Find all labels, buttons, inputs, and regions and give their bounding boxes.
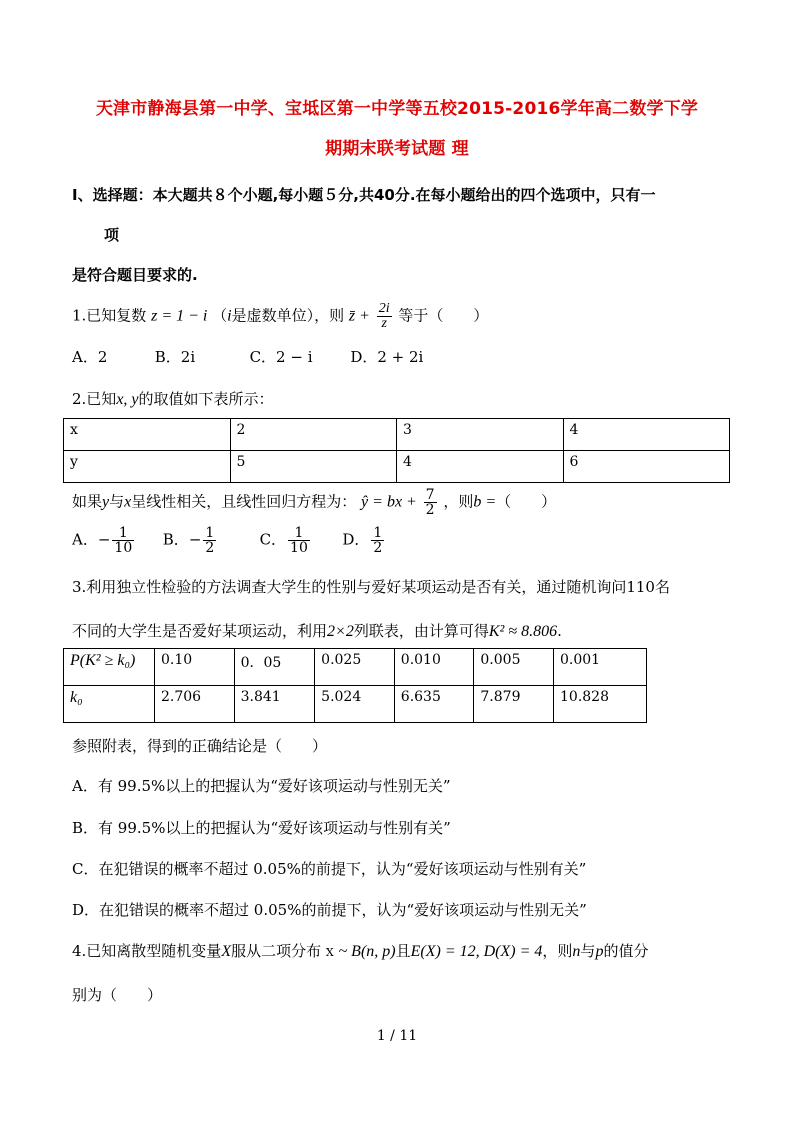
q3-formula: 2×2 — [327, 623, 354, 640]
q2-cond-y: y — [102, 493, 110, 511]
q1-expr-left: z̄ + — [348, 307, 370, 325]
question-2 — [72, 388, 274, 409]
q4-line-1 — [72, 940, 648, 961]
q2-value-table — [63, 418, 730, 483]
q3-line2-c: . — [557, 622, 562, 640]
q1-options — [72, 346, 423, 367]
q4-var-x: X — [221, 943, 232, 960]
table-cell: x — [64, 419, 231, 451]
q1-option-d: D．2 + 2i — [350, 348, 424, 366]
table-cell: 0.10 — [155, 649, 235, 686]
q2-prefix: 2.已知 — [72, 390, 117, 408]
table-cell: 10.828 — [554, 686, 647, 723]
q1-frac-den: z — [381, 316, 387, 331]
table-cell: 4 — [397, 451, 564, 483]
q3-option-c: C．在犯错误的概率不超过 0.05%的前提下，认为“爱好该项运动与性别有关” — [72, 860, 587, 878]
q1-frac-num: 2i — [378, 301, 390, 316]
q2-suffix: 的取值如下表所示： — [138, 390, 274, 408]
table-cell: 6 — [563, 451, 730, 483]
table-header-cell: P(K² ≥ k₀) — [64, 649, 155, 686]
q2-eq-fraction — [424, 488, 437, 517]
q2-cond-e: （ ） — [496, 492, 557, 511]
q2-option-d: D． $\frac{1}{2}$ — [342, 525, 383, 556]
q3-k-value: K² ≈ 8.806 — [488, 623, 558, 640]
table-cell: 3 — [397, 419, 564, 451]
q4-text-c: 且 — [395, 942, 411, 960]
q4-var-p: p — [595, 943, 604, 960]
table-cell: 7.879 — [474, 686, 554, 723]
table-cell: 6.635 — [394, 686, 474, 723]
table-cell: 0.010 — [394, 649, 474, 686]
q3-line-2 — [72, 620, 562, 641]
q4-small-x: X — [325, 946, 334, 959]
q3-line-1: 3.利用独立性检验的方法调查大学生的性别与爱好某项运动是否有关，通过随机询问110名 — [72, 578, 670, 596]
q1-formula: z = 1 − i — [151, 307, 208, 325]
q4-condition: E(X) = 12, D(X) = 4 — [410, 943, 543, 960]
table-cell: 2 — [230, 419, 397, 451]
q1-middle2: 是虚数单位），则 — [231, 306, 345, 325]
table-cell: 0．05 — [234, 649, 315, 686]
document-title-line-1: 天津市静海县第一中学、宝坻区第一中学等五校2015-2016学年高二数学下学 — [95, 99, 699, 119]
section-heading-end: 是符合题目要求的. — [72, 266, 198, 284]
q4-text-a: 4.已知离散型随机变量 — [72, 942, 222, 960]
q3-prompt: 参照附表，得到的正确结论是（ ） — [72, 737, 328, 755]
q4-text-e: 与 — [580, 942, 596, 960]
table-header-cell: k₀ — [64, 686, 155, 723]
q3-option-b: B．有 99.5%以上的把握认为“爱好该项运动与性别有关” — [72, 819, 451, 837]
q3-critical-value-table — [63, 648, 647, 723]
q2-option-b: B．− $\frac{1}{2}$ — [162, 525, 215, 556]
section-heading: Ⅰ、选择题：本大题共８个小题,每小题５分,共40分.在每小题给出的四个选项中，只有一 — [72, 186, 656, 204]
question-1 — [72, 302, 488, 331]
table-cell: y — [64, 451, 231, 483]
q2-eq-left: ŷ = bx + — [361, 493, 417, 511]
q2-cond-a: 如果 — [72, 492, 103, 511]
q2-cond-b: 与 — [109, 492, 125, 511]
table-row — [64, 686, 647, 723]
table-cell: 5.024 — [315, 686, 395, 723]
q2-cond-x: x — [124, 493, 132, 511]
q1-prefix: 1.已知复数 — [72, 306, 147, 325]
page-number: 1 / 11 — [376, 1028, 418, 1044]
q2-cond-d: ，则 — [443, 492, 474, 511]
document-title-line-2: 期期末联考试题 理 — [325, 139, 469, 159]
q1-option-b: B．2i — [154, 348, 196, 366]
q4-text-f: 的值分 — [603, 942, 649, 960]
q3-line2-b: 列联表，由计算可得 — [353, 622, 489, 640]
q4-text-d: ，则 — [542, 942, 573, 960]
table-row — [64, 649, 647, 686]
table-cell: 0.005 — [474, 649, 554, 686]
q2-cond-c: 呈线性相关，且线性回归方程为： — [131, 492, 357, 511]
q1-middle: （ — [212, 306, 228, 325]
table-cell: 4 — [563, 419, 730, 451]
q3-option-d: D．在犯错误的概率不超过 0.05%的前提下，认为“爱好该项运动与性别无关” — [72, 901, 587, 919]
section-heading-continued: 项 — [104, 226, 120, 244]
table-row — [64, 419, 730, 451]
q2-eq-num: 7 — [425, 487, 435, 503]
q1-option-c: C．2 − i — [249, 348, 313, 366]
q4-line-2: 别为（ ） — [72, 986, 163, 1004]
q1-i-var: i — [227, 307, 232, 325]
q3-option-a: A．有 99.5%以上的把握认为“爱好该项运动与性别无关” — [72, 777, 451, 795]
q2-condition — [72, 488, 556, 517]
q1-fraction — [377, 302, 392, 331]
q2-vars: x, y — [116, 391, 139, 408]
q2-options — [72, 526, 386, 555]
q3-line2-a: 不同的大学生是否爱好某项运动，利用 — [72, 622, 328, 640]
q4-text-b: 服从二项分布 — [231, 942, 322, 960]
table-cell: 2.706 — [155, 686, 235, 723]
q2-option-c: C． $\frac{1}{10}$ — [259, 525, 308, 556]
q4-var-n: n — [572, 943, 581, 960]
table-row — [64, 451, 730, 483]
q4-distribution: ~ B(n, p) — [338, 943, 396, 960]
q1-option-a: A．2 — [72, 348, 108, 366]
table-cell: 3.841 — [234, 686, 315, 723]
q2-option-a: A．− $\frac{1}{10}$ — [72, 525, 133, 556]
table-cell: 5 — [230, 451, 397, 483]
q1-suffix: 等于（ ） — [398, 306, 489, 325]
table-cell: 0.025 — [315, 649, 395, 686]
table-cell: 0.001 — [554, 649, 647, 686]
q2-eq-den: 2 — [425, 502, 435, 518]
q2-b-var: b = — [473, 493, 497, 511]
